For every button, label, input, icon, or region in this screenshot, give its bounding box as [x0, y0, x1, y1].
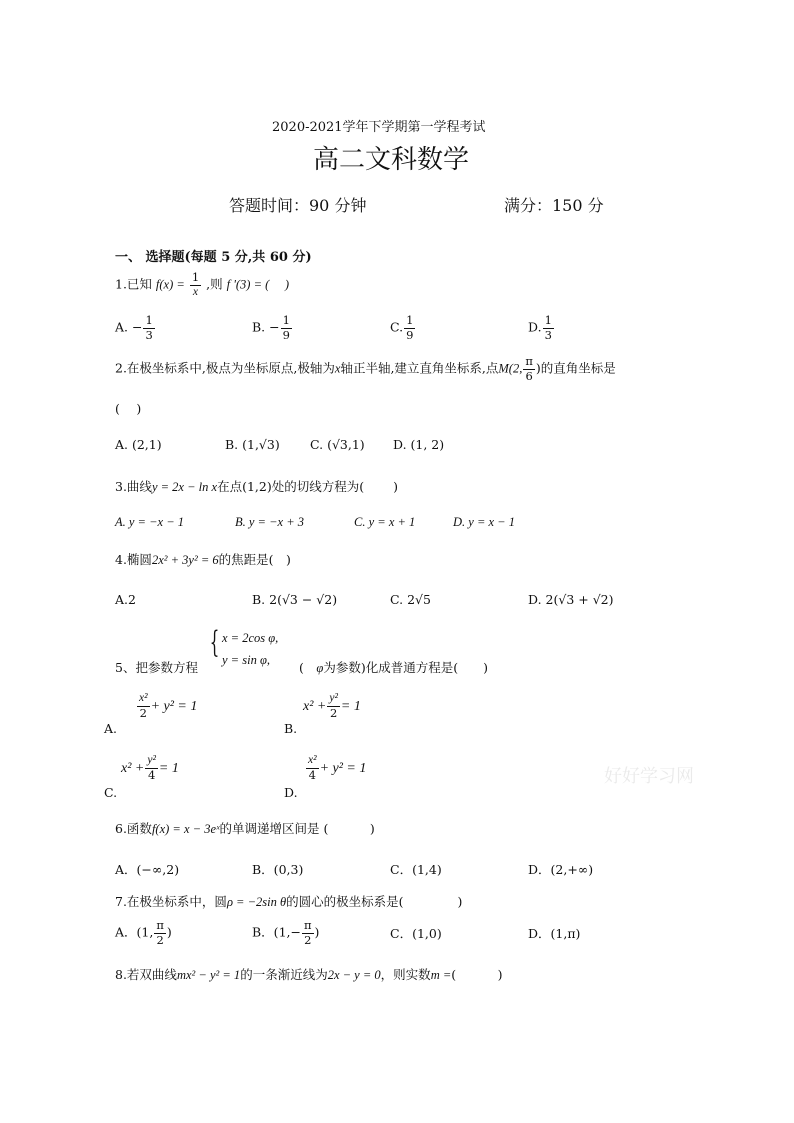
q5-post: 为参数)化成普通方程是( ) — [323, 660, 488, 675]
q5-option-d-label: D. — [284, 785, 298, 800]
q3-option-d: D. y = x − 1 — [453, 515, 515, 529]
q1-fraction — [190, 272, 201, 298]
q1-option-a-den: 3 — [145, 327, 153, 342]
q1-option-b-num: 1 — [282, 313, 290, 327]
q5-tail — [299, 662, 488, 675]
q7-option-a-num: π — [156, 918, 164, 932]
q1-post: ,则 — [206, 276, 223, 292]
q5-option-d-num: x² — [306, 755, 319, 769]
q8-mid: 的一条渐近线为 — [240, 967, 328, 982]
q2-option-c: C. (√3,1) — [310, 437, 365, 452]
q5-option-b — [303, 693, 361, 719]
q2-fraction — [523, 356, 535, 382]
q7-option-b-num: π — [303, 918, 312, 932]
q2-m: M(2, — [498, 361, 523, 376]
q5-option-d-rest: + y² = 1 — [319, 761, 367, 776]
q8-pre: 8.若双曲线 — [115, 967, 177, 982]
q2-option-a: A. (2,1) — [115, 437, 162, 452]
q5-option-a — [136, 693, 197, 719]
q7-option-b — [252, 920, 319, 946]
q2-mid: 轴正半轴,建立直角坐标系,点 — [340, 360, 499, 376]
q6-option-c: C．(1,4) — [390, 862, 442, 877]
q6-option-a: A．(−∞,2) — [115, 862, 180, 877]
q3-point: (1,2) — [242, 479, 272, 494]
q5-option-c-lead: x² + — [121, 761, 145, 776]
q5-option-c-frac — [145, 755, 158, 781]
question-7 — [115, 896, 462, 909]
q1-pre: 1.已知 — [115, 276, 152, 292]
q8-post: ，则实数 — [380, 967, 431, 982]
q5-option-a-rest: + y² = 1 — [150, 699, 198, 714]
question-1 — [115, 272, 289, 298]
q5-option-b-rest: = 1 — [340, 699, 361, 714]
q3-post: 处的切线方程为( ) — [271, 479, 398, 494]
q5-option-d-den: 4 — [308, 767, 316, 782]
q1-ask: f '(3) = ( ) — [226, 277, 290, 292]
q8-eq: mx² − y² = 1 — [176, 968, 241, 982]
question-4 — [115, 554, 291, 567]
q7-option-b-pre: B．(1,− — [252, 924, 301, 940]
section-heading: 一、 选择题(每题 5 分,共 60 分) — [115, 250, 312, 265]
q5-option-b-den: 2 — [329, 705, 338, 720]
q1-option-d-den: 3 — [544, 327, 552, 342]
q1-option-b-den: 9 — [282, 327, 290, 342]
q1-option-c-num: 1 — [406, 313, 414, 327]
q7-option-a — [115, 920, 172, 946]
q7-eq: ρ = −2sin θ — [226, 895, 287, 909]
question-6 — [115, 823, 375, 836]
q1-option-a-pre: A. − — [115, 319, 143, 335]
question-2 — [115, 356, 616, 382]
exam-line: 2020-2021学年下学期第一学程考试 — [272, 120, 486, 135]
q2-den: 6 — [525, 368, 533, 383]
q4-option-a: A.2 — [115, 592, 136, 607]
q5-pre: 5、把参数方程 — [115, 660, 198, 675]
q5-option-d — [305, 755, 366, 781]
q2-post: 的直角坐标是 — [540, 360, 616, 376]
q4-option-b: B. 2(√3 − √2) — [252, 592, 338, 607]
q5-option-c-label: C. — [104, 785, 118, 800]
q6-pre: 6.函数 — [115, 821, 152, 836]
q1-option-c — [390, 315, 416, 341]
page-title: 高二文科数学 — [313, 145, 470, 175]
q8-m: m = — [430, 968, 452, 982]
q4-post: 的焦距是( ) — [218, 552, 291, 567]
q6-post: 的单调递增区间是 ( ) — [219, 821, 375, 836]
q7-post: 的圆心的极坐标系是( ) — [286, 894, 463, 909]
q7-option-c: C．(1,0) — [390, 926, 442, 941]
q1-option-c-den: 9 — [406, 327, 414, 342]
q5-option-c-rest: = 1 — [158, 761, 179, 776]
q4-option-d: D. 2(√3 + √2) — [528, 592, 614, 607]
q7-option-b-frac — [302, 920, 314, 946]
q1-option-d-frac — [543, 315, 554, 341]
q1-option-d-pre: D. — [528, 319, 542, 335]
q2-x: x — [334, 361, 341, 376]
q8-asym: 2x − y = 0 — [327, 968, 381, 982]
q1-option-a-num: 1 — [145, 313, 153, 327]
q1-option-b — [252, 315, 293, 341]
q5-option-c — [121, 755, 179, 781]
q5-option-a-label: A. — [104, 721, 118, 736]
q4-pre: 4.椭圆 — [115, 552, 152, 567]
q5-phi: φ — [316, 661, 324, 675]
q6-option-d: D．(2,+∞) — [528, 862, 594, 877]
q5-option-b-lead: x² + — [303, 699, 327, 714]
q5-option-c-num: y² — [145, 755, 158, 769]
q1-num: 1 — [191, 270, 200, 284]
q3-eq: y = 2x − ln x — [151, 480, 218, 494]
q1-option-b-pre: B. − — [252, 319, 280, 335]
q7-option-a-close: ) — [166, 924, 172, 940]
q5-line1: x = 2cos φ, — [222, 631, 279, 645]
q5-option-a-num: x² — [137, 693, 150, 707]
q6-option-b: B．(0,3) — [252, 862, 304, 877]
q2-num: π — [525, 354, 533, 368]
q7-option-a-frac — [154, 920, 166, 946]
q1-option-d — [528, 315, 555, 341]
q7-pre: 7.在极坐标系中，圆 — [115, 894, 227, 909]
q1-den: x — [192, 285, 199, 298]
q2-close: ) — [535, 360, 541, 376]
q2-paren: ( ) — [115, 401, 142, 416]
q5-option-d-frac — [306, 755, 319, 781]
q5-option-c-den: 4 — [147, 767, 156, 782]
q2-option-b: B. (1,√3) — [225, 437, 280, 452]
q3-mid: 在点 — [217, 479, 243, 494]
q7-option-a-pre: A．(1, — [115, 924, 154, 940]
q1-option-d-num: 1 — [544, 313, 552, 327]
q2-pre: 2.在极坐标系中,极点为坐标原点,极轴为 — [115, 360, 335, 376]
question-8 — [115, 969, 503, 982]
question-3 — [115, 481, 398, 494]
q4-option-c: C. 2√5 — [390, 592, 431, 607]
q5-option-a-den: 2 — [139, 705, 147, 720]
q7-option-a-den: 2 — [156, 932, 164, 947]
q5-option-b-frac — [327, 693, 340, 719]
q1-option-b-frac — [281, 315, 292, 341]
q1-option-c-pre: C. — [390, 319, 404, 335]
q7-option-d: D．(1,π) — [528, 926, 581, 941]
q3-option-a: A. y = −x − 1 — [115, 515, 185, 529]
q5-open: ( — [299, 660, 304, 675]
q6-eq: f(x) = x − 3eˣ — [151, 822, 220, 836]
q5-line2: y = sin φ, — [222, 653, 270, 667]
q2-option-d: D. (1, 2) — [393, 437, 445, 452]
q1-option-a — [115, 315, 156, 341]
time-label: 答题时间：90 分钟 — [229, 196, 367, 215]
score-label: 满分：150 分 — [504, 196, 604, 215]
q3-option-b: B. y = −x + 3 — [235, 515, 305, 529]
watermark: 好好学习网 — [604, 766, 694, 787]
q1-option-c-frac — [404, 315, 415, 341]
q1-func: f(x) = — [155, 277, 185, 292]
q5-option-a-frac — [137, 693, 150, 719]
q4-eq: 2x² + 3y² = 6 — [151, 553, 219, 567]
q5-option-b-num: y² — [327, 693, 340, 707]
q7-option-b-close: ) — [314, 924, 320, 940]
q5-brace: { — [209, 625, 220, 660]
q1-option-a-frac — [143, 315, 154, 341]
q5-option-b-label: B. — [284, 721, 298, 736]
q3-option-c: C. y = x + 1 — [354, 515, 416, 529]
q8-paren: ( ) — [451, 967, 503, 982]
q7-option-b-den: 2 — [304, 932, 312, 947]
q3-pre: 3.曲线 — [115, 479, 152, 494]
